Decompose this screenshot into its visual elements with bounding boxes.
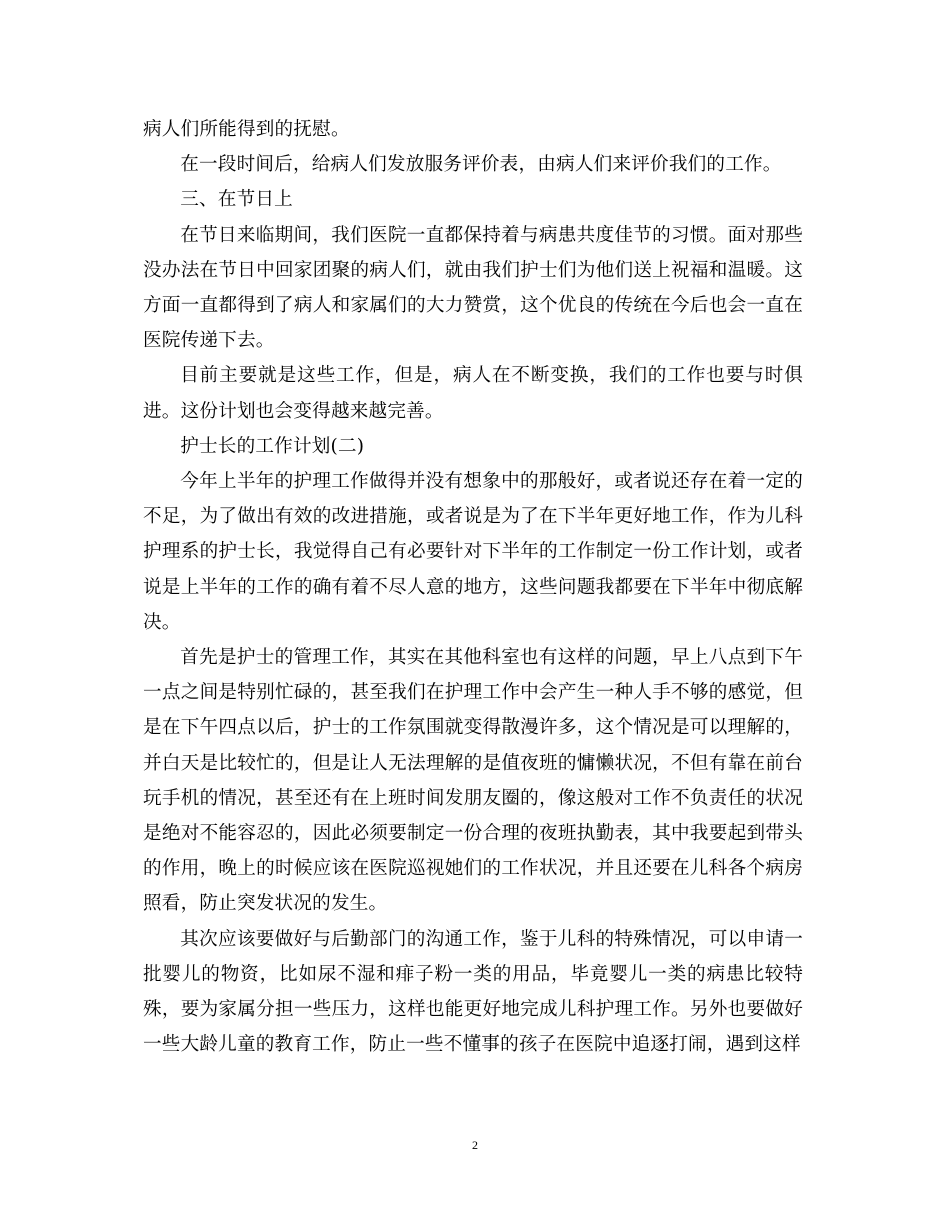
paragraph: 病人们所能得到的抚慰。 [143, 119, 350, 140]
section-heading: 三、在节日上 [180, 189, 293, 211]
paragraph: 首先是护士的管理工作，其实在其他科室也有这样的问题，早上八点到下午一点之间是特别忙碌的，甚至我们在护理工作中会产生一种人手不够的感觉，但是在下午四点以后，护士的工作氛围就变得散漫许多，这个情况是可以理解的，并白天是比较忙的，但是让人无法理解的是值夜班的慵懒状况，不但有靠在前台玩手机的情况，甚至还有在上班时间发朋友圈的，像这般对工作不负责任的状况是绝对不能容忍的，因此必须要制定一份合理的夜班执勤表，其中我要起到带头的作用，晚上的时候应该在医院巡视她们的工作状况，并且还要在儿科各个病房照看，防止突发状况的发生。 [143, 647, 803, 915]
paragraph: 在节日来临期间，我们医院一直都保持着与病患共度佳节的习惯。面对那些没办法在节日中回家团聚的病人们，就由我们护士们为他们送上祝福和温暖。这方面一直都得到了病人和家属们的大力赞赏，这个优良的传统在今后也会一直在医院传递下去。 [143, 224, 803, 352]
page-number: 2 [472, 1138, 478, 1152]
paragraph: 其次应该要做好与后勤部门的沟通工作，鉴于儿科的特殊情况，可以申请一批婴儿的物资，比如尿不湿和痱子粉一类的用品，毕竟婴儿一类的病患比较特殊，要为家属分担一些压力，这样也能更好地完成儿科护理工作。另外也要做好一些大龄儿童的教育工作，防止一些不懂事的孩子在医院中追逐打闹，遇到这样 [143, 928, 803, 1056]
section-heading: 护士长的工作计划(二) [180, 435, 365, 457]
paragraph: 目前主要就是这些工作，但是，病人在不断变换，我们的工作也要与时俱进。这份计划也会变得越来越完善。 [143, 365, 803, 422]
paragraph: 今年上半年的护理工作做得并没有想象中的那般好，或者说还存在着一定的不足，为了做出有效的改进措施，或者说是为了在下半年更好地工作，作为儿科护理系的护士长，我觉得自己有必要针对下半年的工作制定一份工作计划，或者说是上半年的工作的确有着不尽人意的地方，这些问题我都要在下半年中彻底解决。 [143, 471, 803, 633]
paragraph: 在一段时间后，给病人们发放服务评价表，由病人们来评价我们的工作。 [180, 154, 782, 176]
document-body [143, 112, 803, 1062]
